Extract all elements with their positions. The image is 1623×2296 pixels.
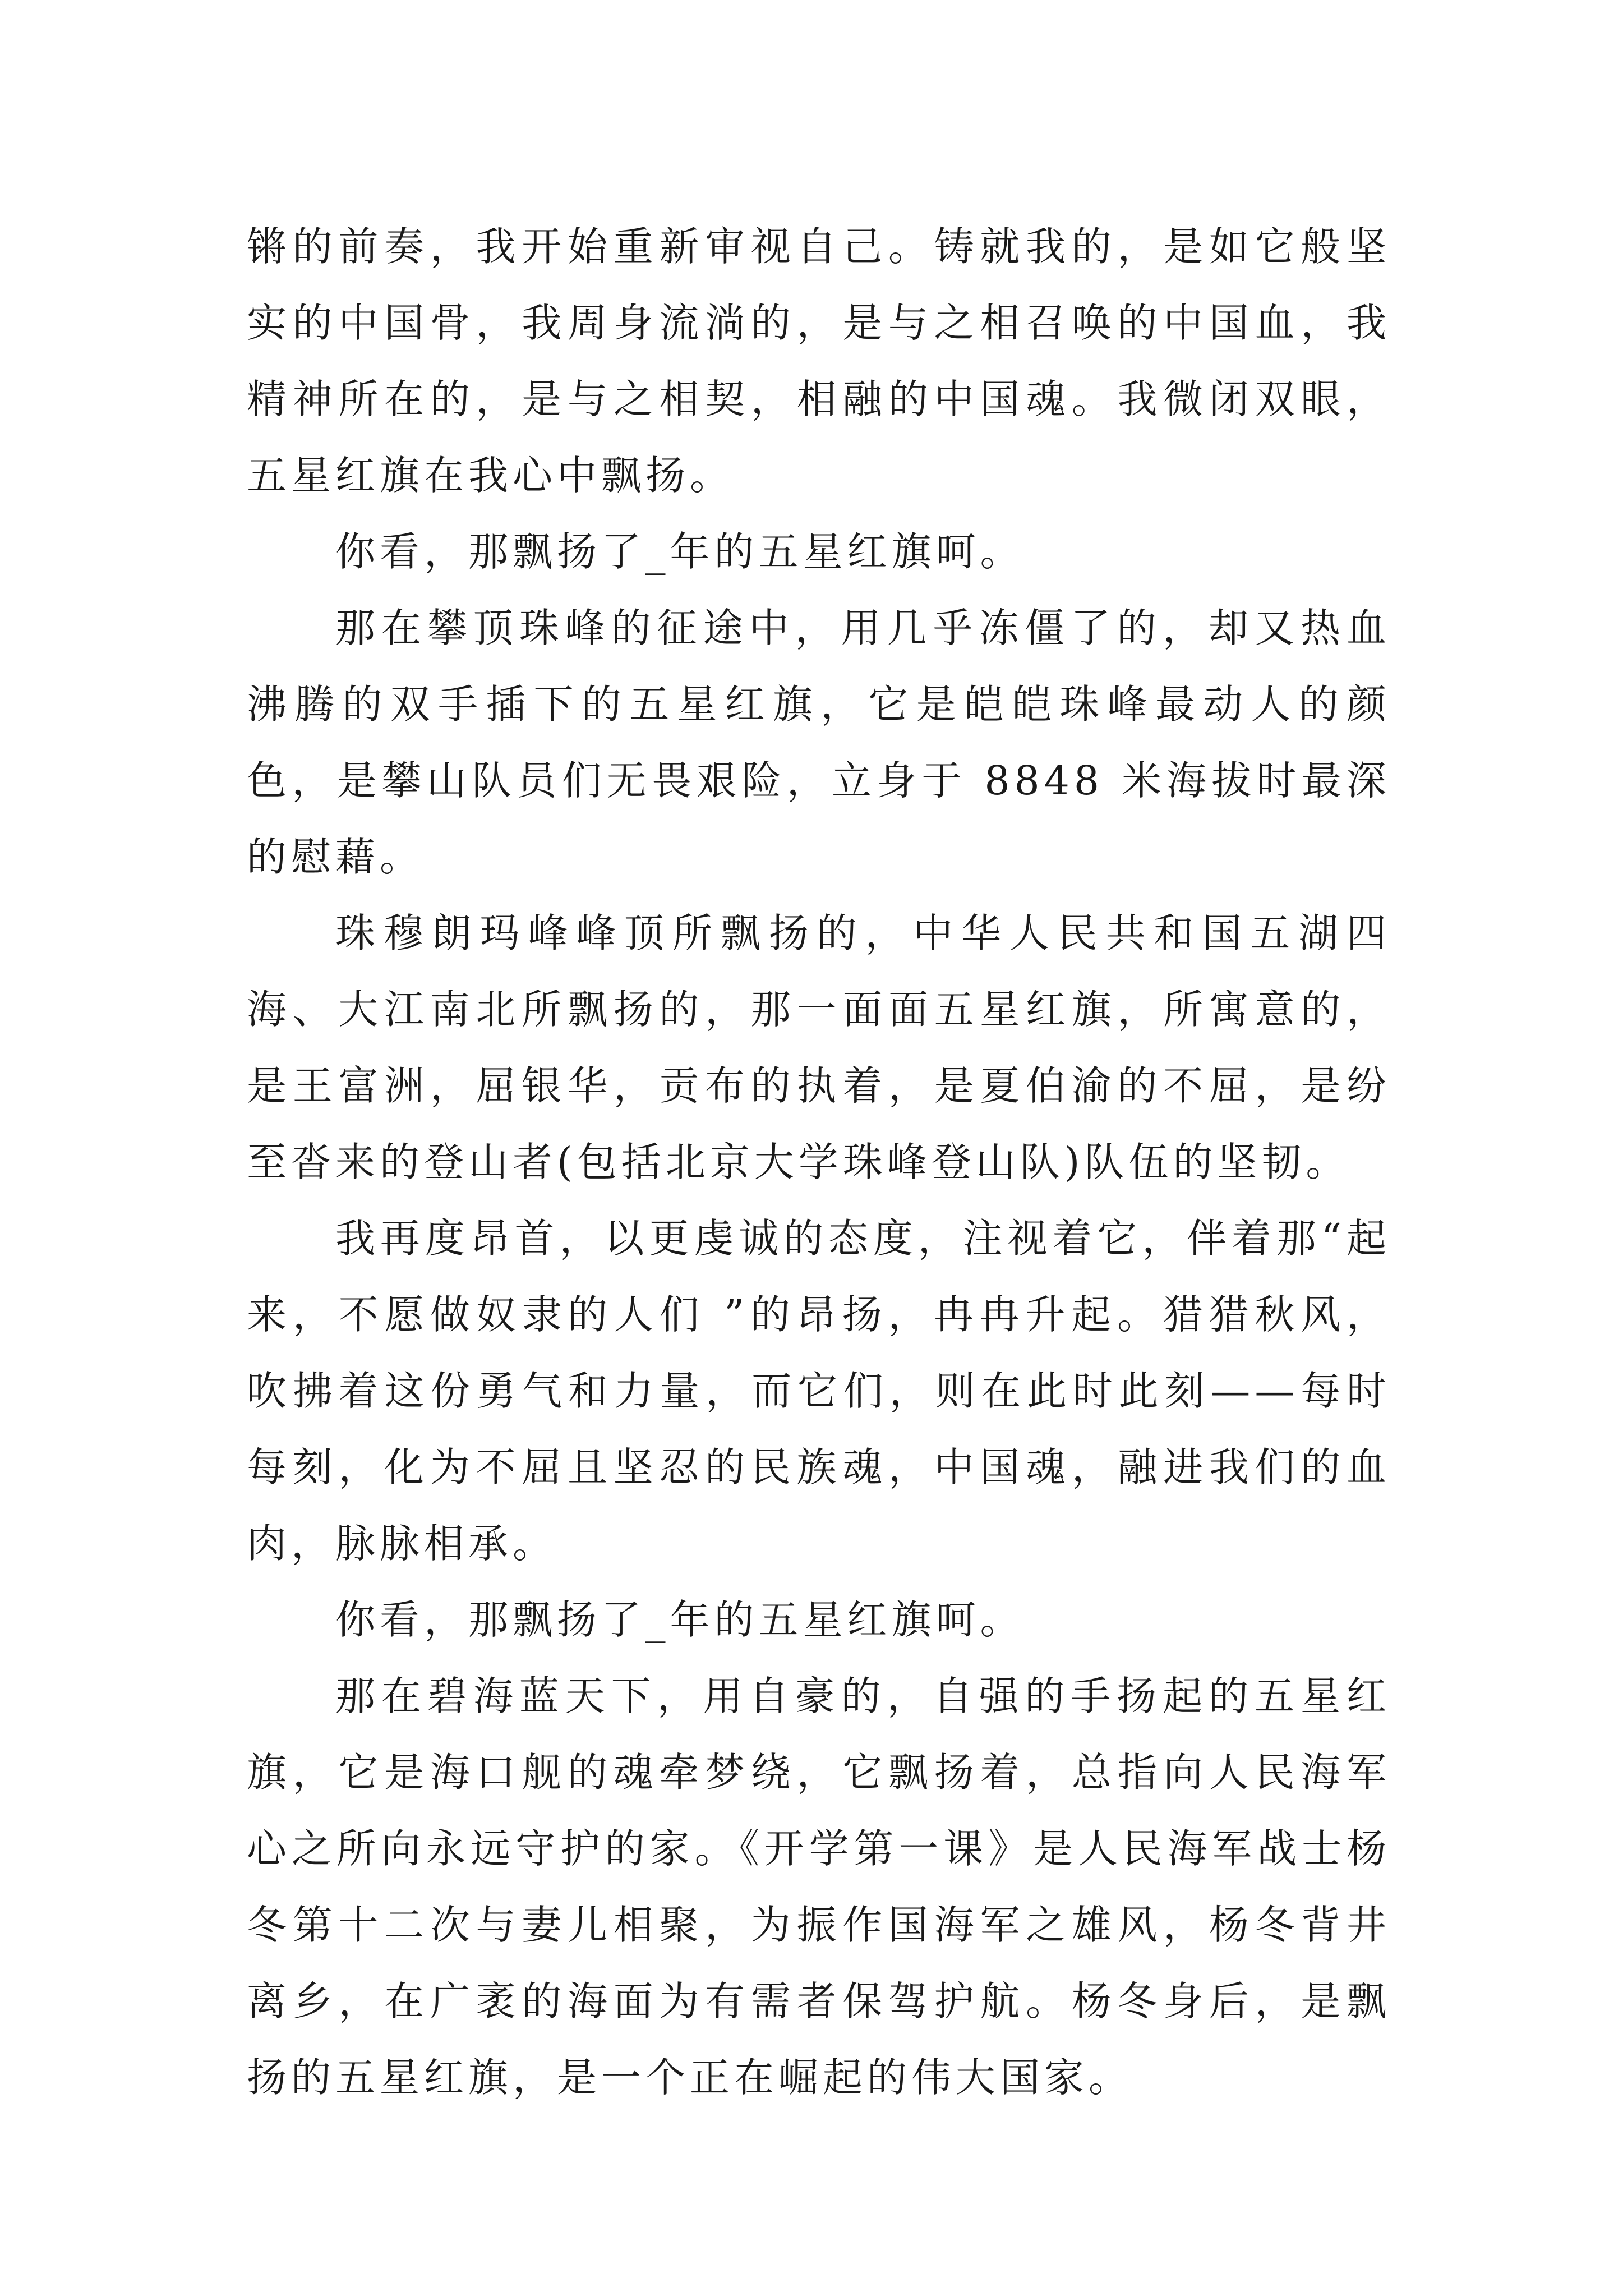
paragraph: 你看，那飘扬了_年的五星红旗呵。 (335, 1596, 1025, 1643)
paragraph: 我再度昂首，以更虔诚的态度，注视着它，伴着那“起来，不愿做奴隶的人们 ”的昂扬，冉冉升起。猎猎秋风，吹拂着这份勇气和力量，而它们，则在此时此刻——每时每刻，化为不屈且坚忍的民族魂，中国魂，融进我们的血肉，脉脉相承。 (247, 1215, 1391, 1567)
paragraph: 珠穆朗玛峰峰顶所飘扬的，中华人民共和国五湖四海、大江南北所飘扬的，那一面面五星红旗，所寓意的，是王富洲，屈银华，贡布的执着，是夏伯渝的不屈，是纷至沓来的登山者(包括北京大学珠峰登山队)队伍的坚韧。 (247, 910, 1391, 1185)
paragraph: 那在攀顶珠峰的征途中，用几乎冻僵了的，却又热血沸腾的双手插下的五星红旗，它是皑皑珠峰最动人的颜色，是攀山队员们无畏艰险，立身于 8848 米海拔时最深的慰藉。 (247, 605, 1391, 880)
paragraph: 你看，那飘扬了_年的五星红旗呵。 (335, 528, 1025, 575)
document-body (247, 209, 1391, 2116)
paragraph: 锵的前奏，我开始重新审视自己。铸就我的，是如它般坚实的中国骨，我周身流淌的，是与之相召唤的中国血，我精神所在的，是与之相契，相融的中国魂。我微闭双眼，五星红旗在我心中飘扬。 (247, 223, 1391, 499)
paragraph: 那在碧海蓝天下，用自豪的，自强的手扬起的五星红旗，它是海口舰的魂牵梦绕，它飘扬着，总指向人民海军心之所向永远守护的家。《开学第一课》是人民海军战士杨冬第十二次与妻儿相聚，为振作国海军之雄风，杨冬背井离乡，在广袤的海面为有需者保驾护航。杨冬身后，是飘扬的五星红旗，是一个正在崛起的伟大国家。 (247, 1673, 1391, 2101)
